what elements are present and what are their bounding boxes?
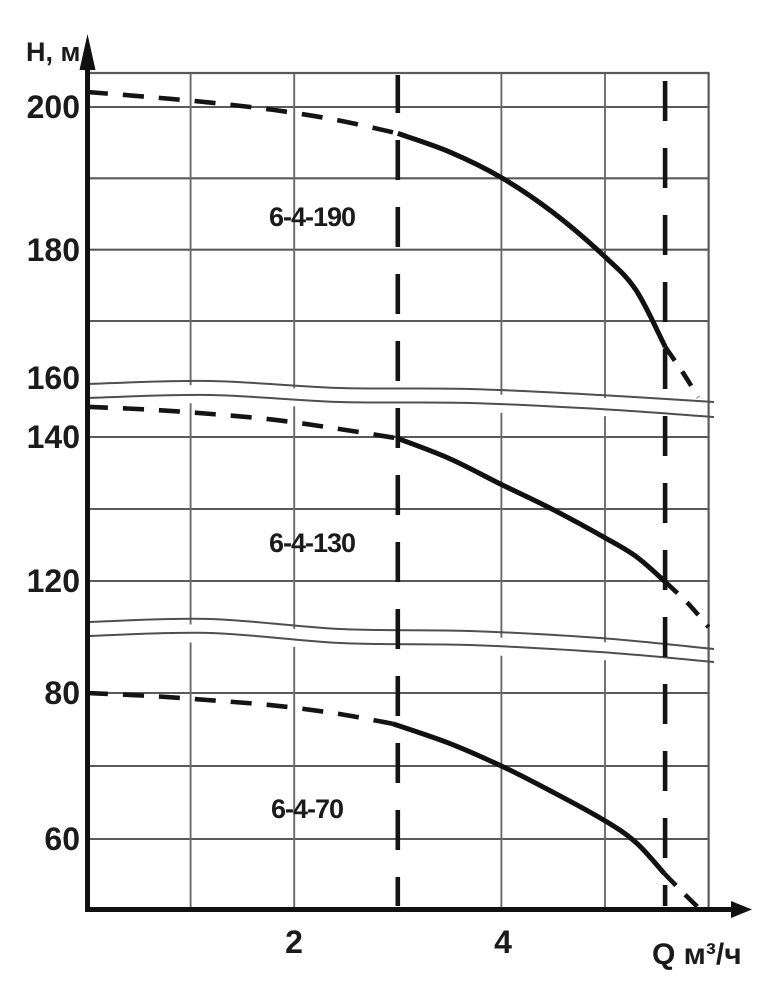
y-tick-label-80: 80 [44, 675, 80, 711]
curve-6-4-190-dashed-right [665, 347, 698, 398]
axis-break-line-1a [87, 381, 714, 402]
y-axis-arrow-icon [80, 34, 96, 70]
y-axis-label: Н, м [26, 37, 81, 67]
y-tick-label-60: 60 [44, 821, 80, 857]
x-tick-label-2: 2 [285, 924, 303, 960]
curve-6-4-130-dashed-left [87, 407, 398, 439]
y-tick-label-120: 120 [26, 563, 80, 599]
curve-6-4-130-dashed-right [665, 582, 709, 627]
series-label-6-4-130: 6-4-130 [268, 528, 356, 558]
y-tick-label-200: 200 [26, 89, 80, 125]
x-axis-arrow-icon [731, 901, 752, 918]
curve-6-4-70-dashed-left [87, 693, 393, 724]
y-tick-label-180: 180 [26, 232, 80, 268]
curve-6-4-190-dashed-left [87, 92, 398, 133]
y-tick-label-140: 140 [26, 419, 80, 455]
series-label-6-4-70: 6-4-70 [270, 794, 344, 824]
y-tick-label-160: 160 [26, 360, 80, 396]
axis-break-line-1b [87, 395, 714, 417]
x-tick-label-4: 4 [494, 924, 512, 960]
series-label-6-4-190: 6-4-190 [268, 202, 356, 232]
axis-break-line-2b [87, 633, 714, 662]
curve-6-4-190-solid [398, 133, 665, 346]
x-axis-label: Q м³/ч [652, 938, 742, 971]
curve-6-4-70-dashed-right [664, 873, 698, 907]
curve-6-4-70-solid [393, 724, 664, 874]
